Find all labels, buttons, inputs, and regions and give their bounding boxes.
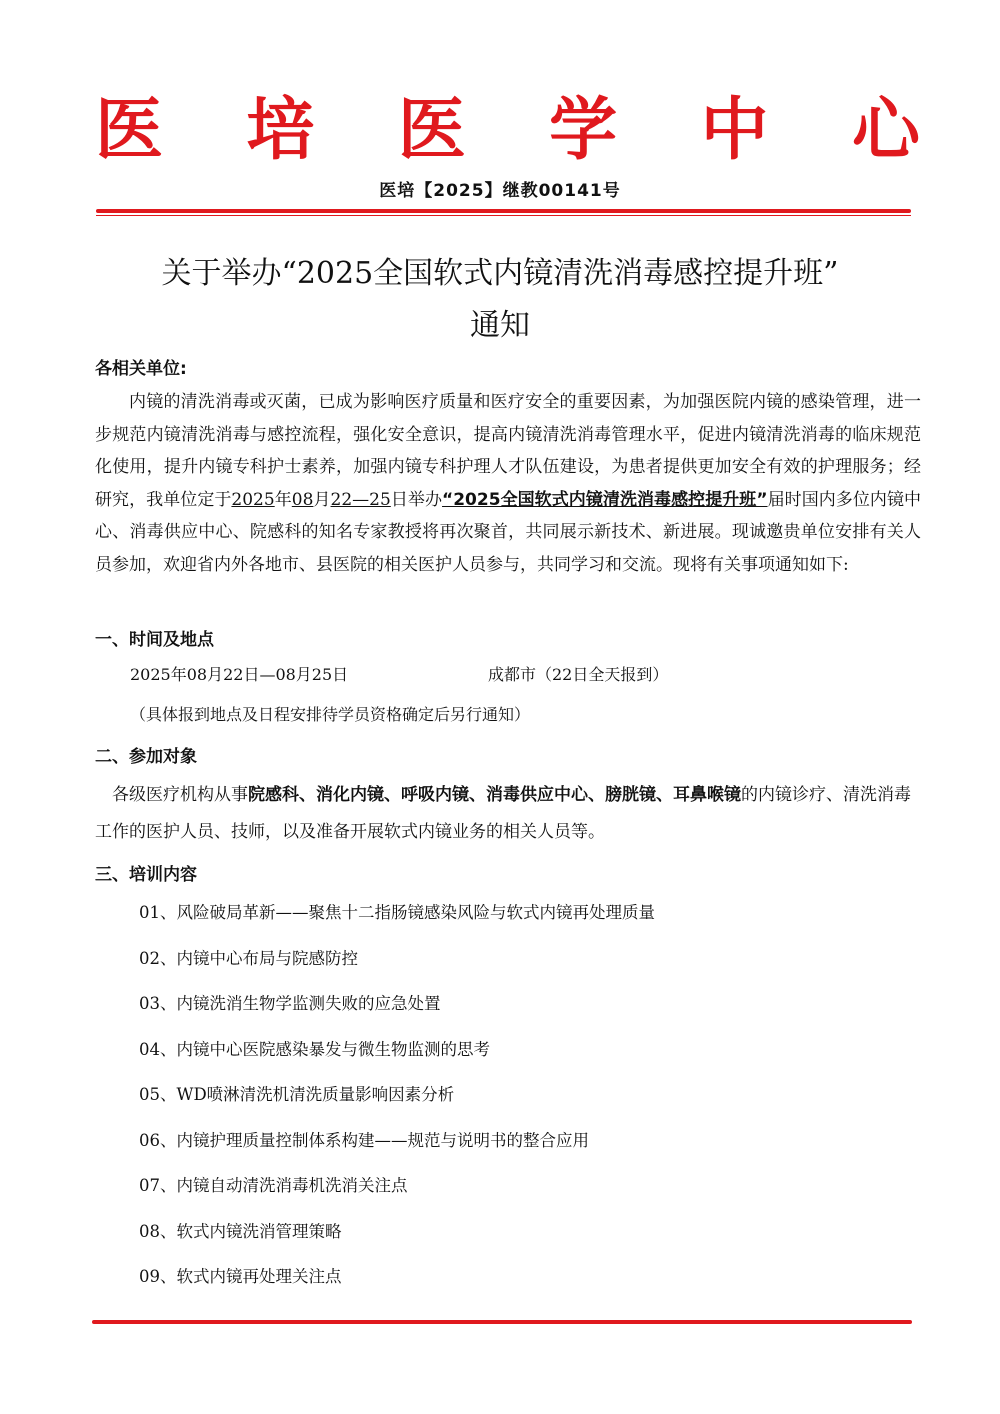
intro-paragraph [95,386,921,581]
org-title-char: 培 [246,90,315,170]
audience-paragraph [95,777,925,851]
audience-suffix: 的内镜诊疗、清洗消毒工作的医护人员、技师，以及准备开展软式内镜业务的相关人员等。 [95,785,911,842]
training-item: 09、软式内镜再处理关注点 [139,1267,342,1286]
training-item: 05、WD喷淋清洗机清洗质量影响因素分析 [139,1085,455,1104]
org-title-char: 学 [549,90,618,170]
training-item: 04、内镜中心医院感染暴发与微生物监测的思考 [139,1040,490,1059]
audience-dept: 院感科 [248,785,299,805]
audience-dept: 消化内镜 [316,785,384,805]
training-item: 06、内镜护理质量控制体系构建——规范与说明书的整合应用 [139,1131,589,1150]
event-place: 成都市（22日全天报到） [488,665,669,684]
footer-divider [92,1320,912,1324]
training-item: 03、内镜洗消生物学监测失败的应急处置 [139,994,441,1013]
audience-dept: 消毒供应中心 [486,785,588,805]
org-title-char: 心 [851,90,920,170]
intro-day-label: 日举办 [390,489,443,510]
audience-sep: 、 [299,785,316,805]
event-dates: 2025年08月22日—08月25日 [130,665,349,684]
audience-dept: 耳鼻喉镜 [673,785,741,805]
header-divider-thin [96,215,911,216]
audience-prefix: 各级医疗机构从事 [112,785,248,805]
intro-days: 22—25 [330,489,391,510]
audience-dept: 膀胱镜 [605,785,656,805]
intro-text: 内镜的清洗消毒或灭菌，已成为影响医疗质量和医疗安全的重要因素，为加强医院内镜的感染管理，进一步规范内镜清洗消毒与感控流程，强化安全意识，提高内镜清洗消毒管理水平，促进内镜清洗消毒的临床规范化使用，提升内镜专科护士素养，加强内镜专科护理人才队伍建设，为患者提供更加安全有效的护理服务；经研究，我单位定于 [95,392,921,510]
training-item: 08、软式内镜洗消管理策略 [139,1222,342,1241]
notice-title-line2: 通知 [470,308,530,343]
organization-title [95,92,920,168]
document-number: 医培【2025】继教00141号 [379,181,621,201]
org-title-char: 中 [700,90,769,170]
training-item: 07、内镜自动清洗消毒机洗消关注点 [139,1176,408,1195]
course-name: “2025全国软式内镜清洗消毒感控提升班” [442,489,768,510]
intro-year: 2025 [231,489,275,510]
audience-sep: 、 [469,785,486,805]
header-divider [96,209,911,213]
section-heading-audience: 二、参加对象 [95,747,197,767]
section-heading-time-place: 一、时间及地点 [95,630,214,650]
notice-title [60,248,940,352]
org-title-char: 医 [95,90,164,170]
salutation: 各相关单位: [95,359,187,379]
audience-sep: 、 [588,785,605,805]
training-item: 01、风险破局革新——聚焦十二指肠镜感染风险与软式内镜再处理质量 [139,903,655,922]
intro-year-label: 年 [274,489,292,510]
training-item: 02、内镜中心布局与院感防控 [139,949,358,968]
notice-title-line1: 关于举办“2025全国软式内镜清洗消毒感控提升班” [161,256,839,291]
section-heading-training: 三、培训内容 [95,865,197,885]
org-title-char: 医 [397,90,466,170]
intro-text-2: 届时国内多位内镜中心、消毒供应中心、院感科的知名专家教授将再次聚首，共同展示新技术、新进展。现诚邀贵单位安排有关人员参加，欢迎省内外各地市、县医院的相关医护人员参与，共同学习和交流。现将有关事项通知如下: [95,489,922,575]
audience-sep: 、 [656,785,673,805]
intro-month: 08 [291,489,314,510]
audience-sep: 、 [384,785,401,805]
intro-month-label: 月 [313,489,331,510]
audience-dept: 呼吸内镜 [401,785,469,805]
event-note: （具体报到地点及日程安排待学员资格确定后另行通知） [130,705,531,724]
